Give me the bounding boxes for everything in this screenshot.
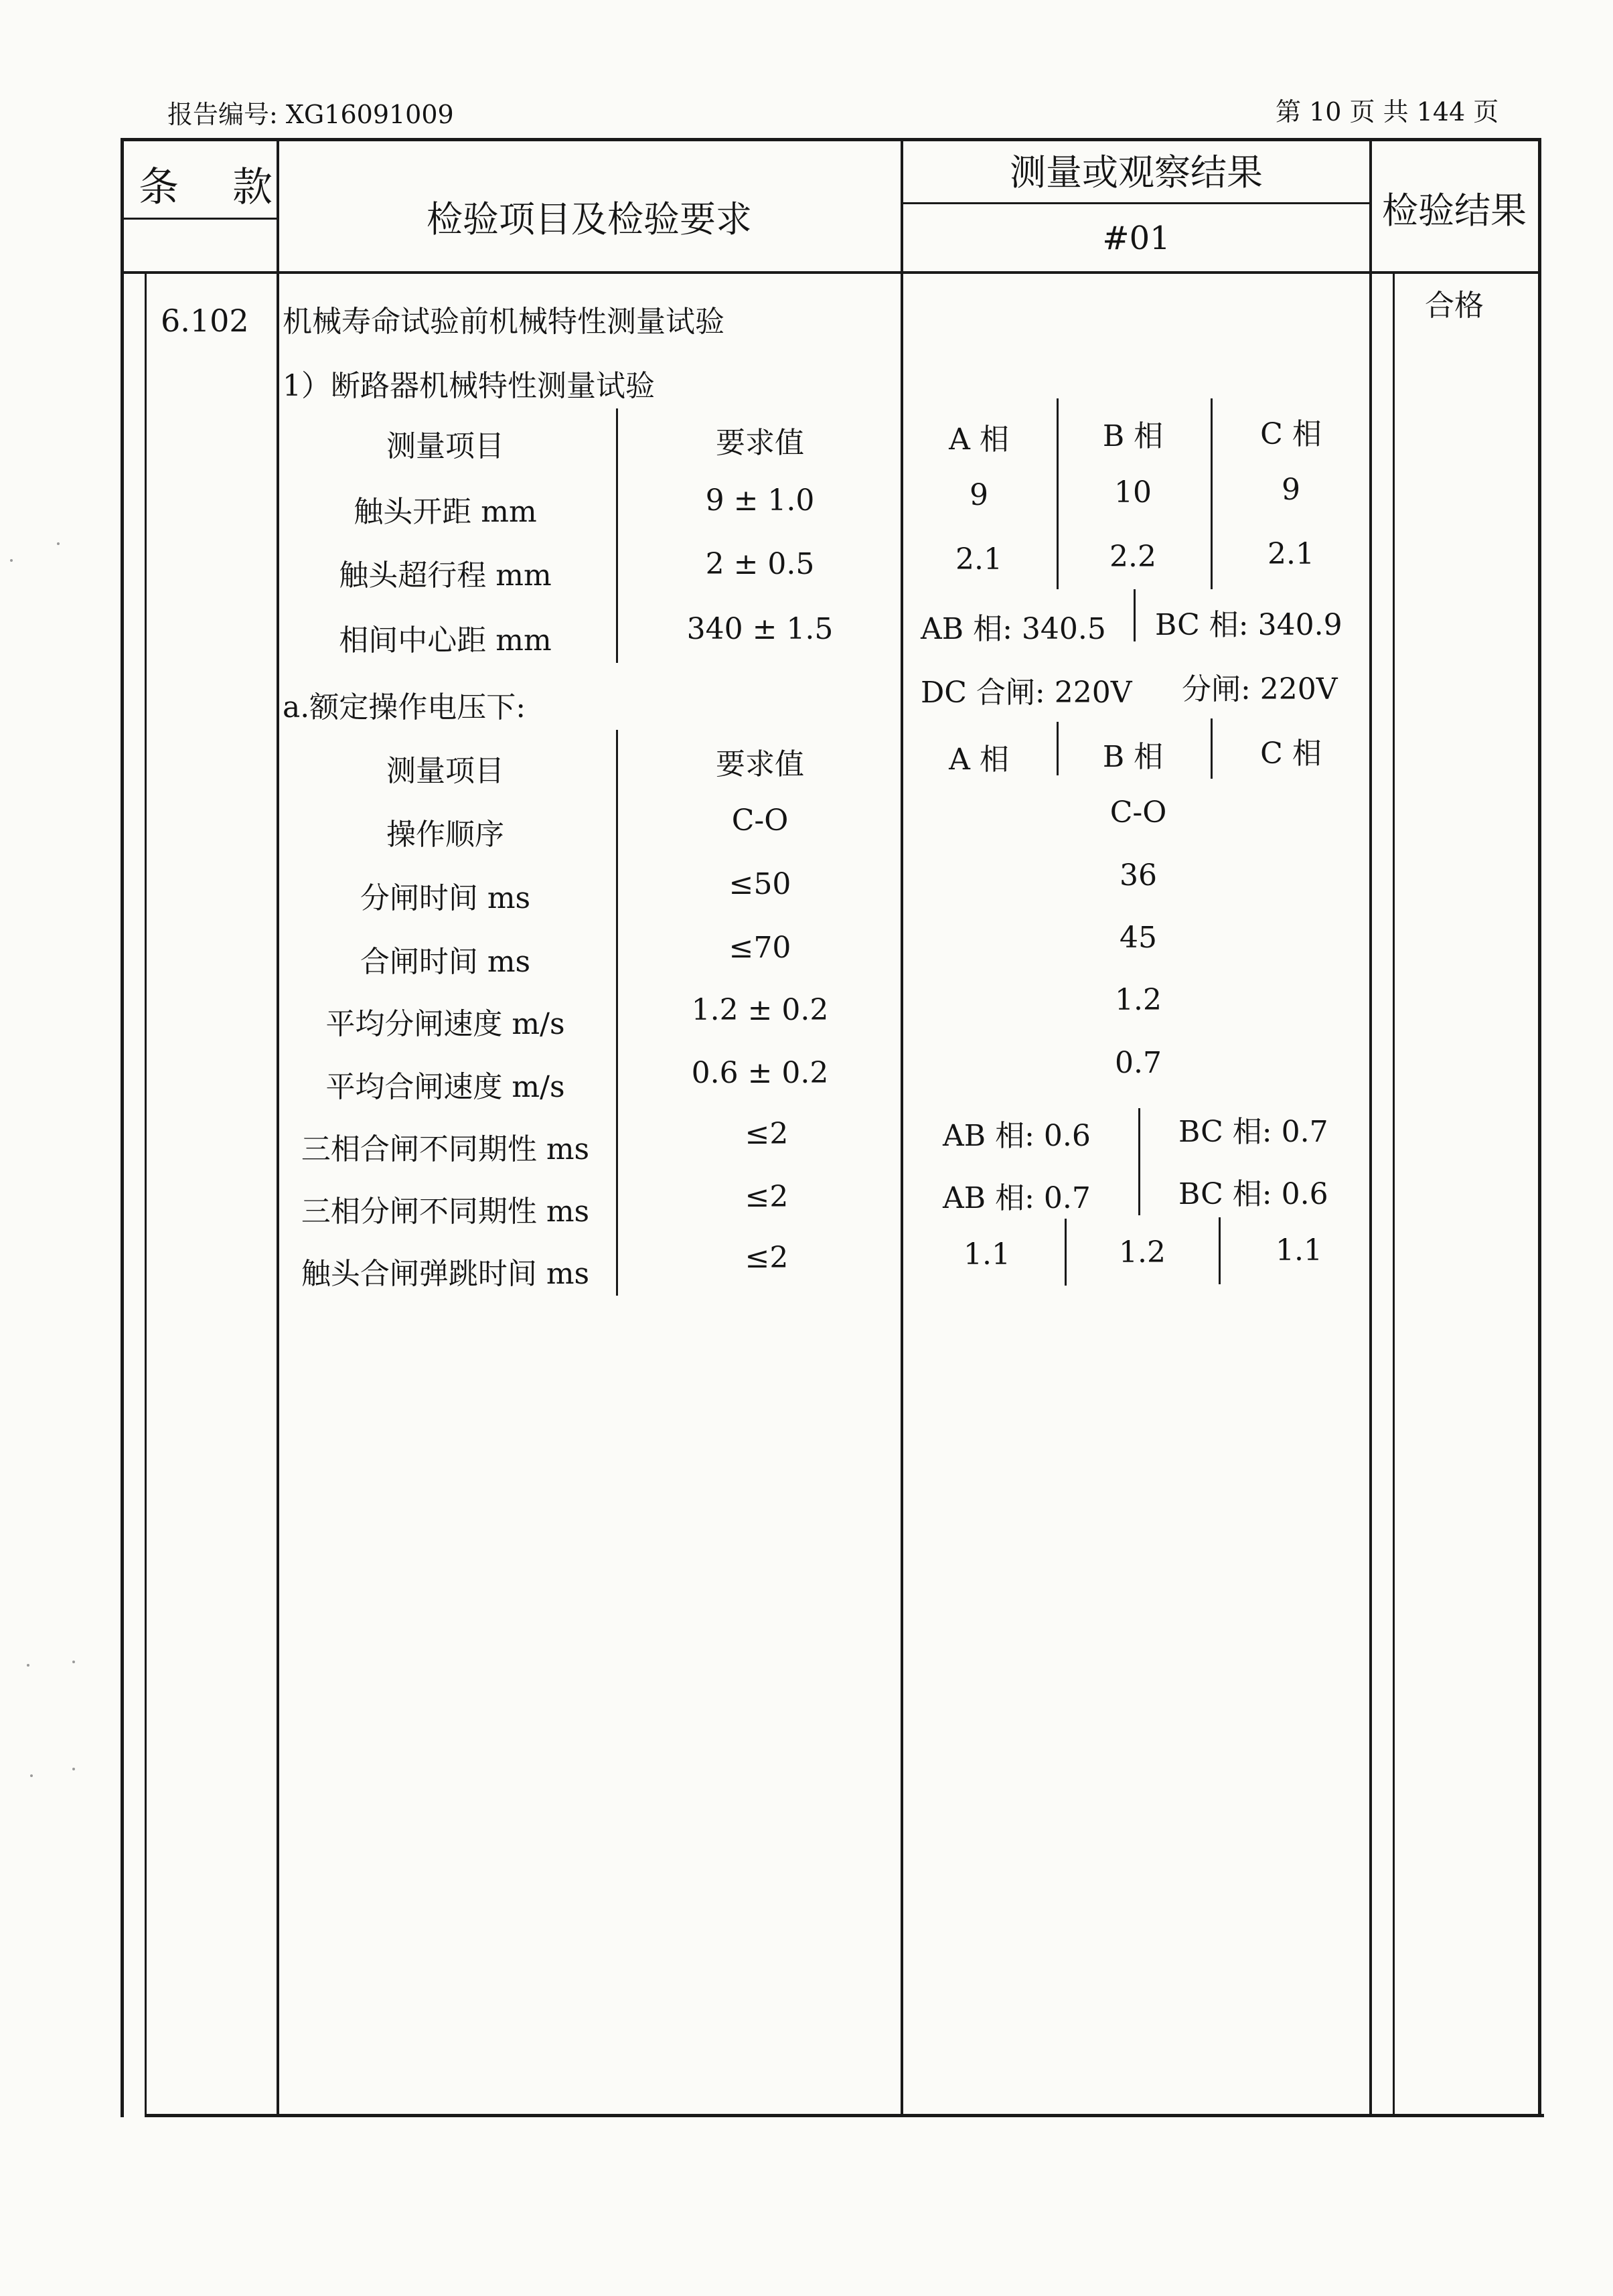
value-cell: 2.1 [955, 542, 1002, 577]
phase-divider [1065, 1219, 1067, 1286]
bc-sync: BC 相: 0.6 [1178, 1177, 1328, 1211]
verdict: 合格 [1425, 289, 1484, 323]
table-bottom-border [145, 2114, 1544, 2117]
page-number: 第 10 页 共 144 页 [1276, 97, 1499, 127]
scan-speck [57, 542, 60, 545]
clause-number: 6.102 [161, 303, 249, 339]
sub2-col-item: 测量项目 [386, 754, 504, 788]
sub2-req: ≤2 [745, 1117, 789, 1151]
condition-label: a.额定操作电压下: [283, 690, 526, 724]
sub2-value: 36 [1120, 858, 1157, 893]
table-left-border [121, 138, 124, 2117]
col-line-3 [1369, 141, 1372, 2116]
phase-a-header: A 相 [949, 423, 1009, 457]
value-cell: 2.1 [1268, 537, 1314, 571]
phase-b-header: B 相 [1102, 740, 1164, 774]
sub2-value: 1.2 [1115, 983, 1162, 1017]
phase-divider [1219, 1217, 1221, 1284]
dc-close-voltage: DC 合闸: 220V [921, 676, 1132, 710]
phase-c-header: C 相 [1260, 417, 1322, 451]
sub2-req: ≤2 [745, 1180, 789, 1214]
scan-speck [30, 1774, 33, 1777]
test-subtitle: 1）断路器机械特性测量试验 [283, 369, 655, 403]
sub2-item: 平均合闸速度 m/s [325, 1070, 565, 1104]
ab-distance: AB 相: 340.5 [921, 612, 1106, 646]
table-top-border [121, 138, 1541, 141]
sub1-col-item: 测量项目 [386, 429, 504, 463]
bounce-value: 1.1 [964, 1237, 1010, 1272]
bounce-value: 1.2 [1119, 1235, 1166, 1270]
phase-divider [1211, 718, 1213, 779]
bc-distance: BC 相: 340.9 [1155, 608, 1342, 642]
scan-speck [10, 559, 13, 562]
test-title: 机械寿命试验前机械特性测量试验 [283, 305, 724, 339]
sub2-item: 分闸时间 ms [360, 881, 531, 915]
inner-frame-left [145, 271, 147, 2116]
clause-header-underline [123, 218, 278, 220]
measure-header: 测量或观察结果 [1010, 151, 1263, 194]
sub2-req: ≤2 [745, 1241, 789, 1275]
sub1-item: 相间中心距 mm [339, 623, 552, 658]
phase-divider [1057, 722, 1059, 775]
clause-header: 条 款 [139, 164, 279, 211]
col-line-1 [277, 141, 279, 2116]
scan-speck [72, 1661, 75, 1663]
sub1-item: 触头开距 mm [354, 495, 537, 529]
sub2-value: 0.7 [1115, 1046, 1162, 1080]
col-line-2 [901, 141, 903, 2116]
sub2-item: 合闸时间 ms [360, 945, 531, 979]
scan-speck [27, 1664, 29, 1667]
scan-speck [72, 1768, 75, 1770]
open-voltage: 分闸: 220V [1182, 672, 1338, 706]
sub2-item: 三相分闸不同期性 ms [301, 1195, 590, 1229]
sub1-req: 340 ± 1.5 [686, 612, 834, 646]
sub1-col-req: 要求值 [716, 426, 804, 460]
sample-id: #01 [1102, 220, 1170, 257]
sub2-req: 1.2 ± 0.2 [691, 993, 829, 1027]
inner-frame-right [1393, 271, 1395, 2116]
ab-bc-divider [1134, 589, 1136, 641]
sub1-item: 触头超行程 mm [339, 558, 552, 593]
ab-sync: AB 相: 0.6 [943, 1119, 1091, 1153]
sub2-col-req: 要求值 [716, 747, 804, 781]
measure-header-divider [902, 202, 1371, 204]
bounce-value: 1.1 [1276, 1233, 1322, 1268]
sub2-req: C-O [731, 803, 789, 838]
phase-divider [1057, 398, 1059, 589]
value-cell: 9 [970, 478, 988, 512]
sub2-item: 三相合闸不同期性 ms [301, 1132, 590, 1166]
table-right-border [1538, 138, 1541, 2117]
phase-divider [1211, 398, 1213, 589]
phase-c-header: C 相 [1260, 737, 1322, 771]
bc-sync: BC 相: 0.7 [1178, 1115, 1328, 1149]
phase-b-header: B 相 [1102, 419, 1164, 453]
sub2-item: 触头合闸弹跳时间 ms [301, 1257, 590, 1291]
sub2-req: ≤50 [728, 867, 791, 901]
phase-a-header: A 相 [949, 743, 1009, 777]
sub2-value: C-O [1109, 795, 1167, 830]
value-cell: 10 [1114, 475, 1152, 510]
sync-divider [1138, 1108, 1140, 1215]
items-header: 检验项目及检验要求 [427, 198, 752, 240]
sub1-req: 2 ± 0.5 [705, 547, 815, 581]
result-header: 检验结果 [1382, 189, 1527, 232]
report-number: 报告编号: XG16091009 [167, 100, 454, 129]
value-cell: 9 [1282, 473, 1300, 507]
value-cell: 2.2 [1109, 540, 1156, 574]
sub2-req: 0.6 ± 0.2 [691, 1056, 829, 1090]
sub2-req: ≤70 [728, 931, 791, 965]
header-bottom-line [123, 271, 1539, 274]
sub2-item: 平均分闸速度 m/s [325, 1007, 565, 1041]
sub1-divider [616, 408, 618, 663]
sub1-req: 9 ± 1.0 [705, 483, 815, 518]
sub2-item: 操作顺序 [386, 818, 504, 852]
sub2-value: 45 [1120, 921, 1157, 955]
ab-sync: AB 相: 0.7 [943, 1181, 1091, 1215]
sub2-divider [616, 730, 618, 1296]
